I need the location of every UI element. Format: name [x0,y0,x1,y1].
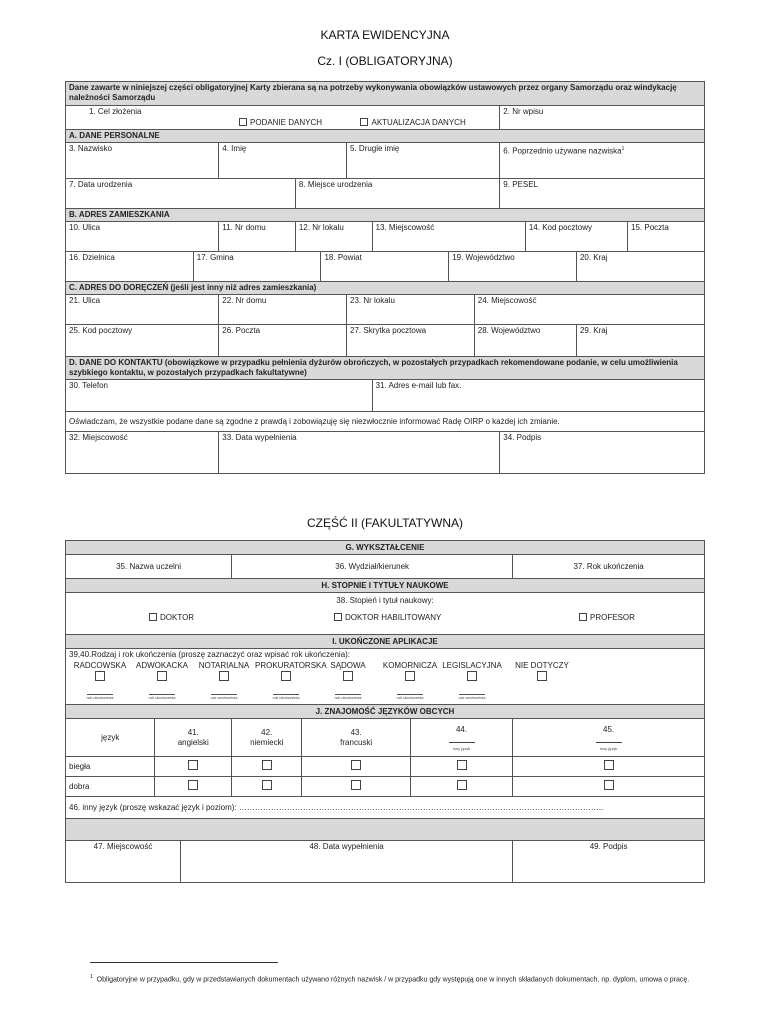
dor-nr-lokalu-label: 23. Nr lokalu [350,296,395,305]
part1-table [65,81,705,474]
p1-data-field[interactable] [219,432,500,474]
language-2-biegla-cell [302,757,411,777]
aplikacja-checkbox[interactable] [95,671,105,681]
rok-ukonczenia-line[interactable] [459,686,485,695]
drugie-imie-field[interactable] [347,143,500,179]
language-4-biegla-cell [513,757,705,777]
aplikacja-name: PROKURATORSKA [255,661,327,670]
aplikacja-option-2[interactable] [193,661,255,700]
dor-skrytka-label: 27. Skrytka pocztowa [350,326,427,335]
p2-data-label: 48. Data wypełnienia [309,842,384,851]
aktualizacja-label: AKTUALIZACJA DANYCH [371,118,466,127]
rok-ukonczenia-hint: rok ukończenia [396,695,424,700]
language-col-4 [513,719,705,757]
section-d-header: D. DANE DO KONTAKTU (obowiązkowe w przypadku pełnienia dyżurów obrończych, w pozostałych przypadkach rekomendowane podanie, w celu umożliwienia szybkiego kontaktu, w pozostałych przypadkach fakultatywne) [66,357,705,380]
p2-podpis-field[interactable] [513,841,705,883]
form-title: KARTA EWIDENCYJNA [320,28,450,42]
footnote [90,970,690,987]
miejsce-urodzenia-label: 8. Miejsce urodzenia [298,180,373,189]
powiat-label: 18. Powiat [324,253,362,262]
imie-label: 4. Imię [222,144,247,153]
profesor-label: PROFESOR [590,613,635,622]
p2-miejscowosc-field[interactable] [66,841,181,883]
imie-field[interactable] [219,143,347,179]
aplikacja-checkbox[interactable] [467,671,477,681]
rok-ukonczenia-line[interactable] [335,686,361,695]
footnote-number: 1 [90,974,93,980]
language-level-checkbox[interactable] [604,780,614,790]
inny-jezyk-hint: inny język [452,745,471,751]
language-name: francuski [340,737,373,747]
jezyk-label: język [66,719,155,757]
profesor-checkbox[interactable] [579,613,587,621]
dor-kod-label: 25. Kod pocztowy [69,326,133,335]
p2-miejscowosc-label: 47. Miejscowość [93,842,153,851]
aplikacja-option-6[interactable] [441,661,503,700]
email-field[interactable] [372,380,704,412]
language-number: 44. [456,724,468,734]
drugie-imie-label: 5. Drugie imię [350,144,400,153]
part2-title: CZĘŚĆ II (FAKULTATYWNA) [306,516,463,530]
nie-dotyczy-option[interactable] [503,661,581,684]
language-name-line[interactable] [596,735,622,743]
part1-title: Cz. I (OBLIGATORYJNA) [317,54,453,68]
dor-nr-domu-field[interactable] [219,295,347,325]
aplikacje-options [69,661,701,700]
doktor-checkbox[interactable] [149,613,157,621]
uczelnia-field[interactable] [66,555,232,579]
rok-ukonczenia-line[interactable] [397,686,423,695]
pesel-field[interactable] [500,179,705,209]
level-row-dobra [66,777,705,797]
dor-miejscowosc-label: 24. Miejscowość [477,296,537,305]
rok-ukonczenia-hint: rok ukończenia [86,695,114,700]
aktualizacja-checkbox[interactable] [360,118,368,126]
language-number: 45. [603,724,615,734]
doktor-label: DOKTOR [160,613,195,622]
aplikacja-name: LEGISLACYJNA [442,661,502,670]
p1-podpis-label: 34. Podpis [503,433,542,442]
rok-ukonczenia-hint: rok ukończenia [210,695,238,700]
section-g-header: G. WYKSZTAŁCENIE [66,541,705,555]
p1-podpis-field[interactable] [500,432,705,474]
inny-jezyk-field[interactable]: 46. inny język (proszę wskazać język i poziom): ……………………………………………………………………………………………………………………….. [66,797,705,819]
stopien-label: 38. Stopień i tytuł naukowy: [336,596,434,605]
ulica-label: 10. Ulica [69,223,101,232]
declaration-text: Oświadczam, że wszystkie podane dane są zgodne z prawdą i zobowiązuję się niezwłocznie informować Radę OIRP o każdej ich zmianie. [66,412,705,432]
p1-miejscowosc-label: 32. Miejscowość [69,433,128,442]
miejscowosc-field[interactable] [372,222,525,252]
nr-lokalu-field[interactable] [295,222,372,252]
biegla-label: biegła [66,757,155,777]
podanie-label: PODANIE DANYCH [250,118,323,127]
language-level-checkbox[interactable] [188,760,198,770]
wojewodztwo-field[interactable] [449,252,577,282]
dor-kod-field[interactable] [66,325,219,357]
dor-nr-lokalu-field[interactable] [347,295,475,325]
part1-intro: Dane zawarte w niniejszej części obligatoryjnej Karty zbierana są na potrzeby wykonywania obowiązków ustawowych przez organy Samorządu oraz windykację należności Samorządu [66,82,705,106]
aplikacja-option-3[interactable] [255,661,327,700]
aplikacja-option-5[interactable] [379,661,441,700]
language-1-biegla-cell [232,757,302,777]
dor-wojewodztwo-label: 28. Województwo [477,326,541,335]
rok-ukonczenia-hint: rok ukończenia [148,695,176,700]
miejsce-urodzenia-field[interactable] [295,179,499,209]
miejscowosc-label: 13. Miejscowość [375,223,435,232]
gmina-label: 17. Gmina [196,253,234,262]
purpose-label: 1. Cel złożenia [89,107,142,116]
kod-pocztowy-field[interactable] [525,222,627,252]
dzielnica-label: 16. Dzielnica [69,253,115,262]
nr-lokalu-label: 12. Nr lokalu [298,223,344,232]
aplikacja-name: NOTARIALNA [198,661,250,670]
rok-ukonczenia-line[interactable] [149,686,175,695]
rok-ukonczenia-hint: rok ukończenia [334,695,362,700]
aplikacja-option-1[interactable] [131,661,193,700]
language-number: 41. [187,727,199,737]
language-name: angielski [177,737,209,747]
email-label: 31. Adres e-mail lub fax. [375,381,462,390]
language-level-checkbox[interactable] [604,760,614,770]
footnote-divider [90,962,278,963]
language-level-checkbox[interactable] [351,760,361,770]
dor-nr-domu-label: 22. Nr domu [222,296,267,305]
language-2-dobra-cell [302,777,411,797]
aplikacja-option-4[interactable] [317,661,379,700]
aplikacja-name: ADWOKACKA [135,661,188,670]
section-c-header: C. ADRES DO DORĘCZEŃ (jeśli jest inny niż adres zamieszkania) [66,282,705,295]
aplikacja-checkbox[interactable] [157,671,167,681]
powiat-field[interactable] [321,252,449,282]
language-level-checkbox[interactable] [457,780,467,790]
aplikacja-checkbox[interactable] [281,671,291,681]
telefon-field[interactable] [66,380,373,412]
p1-miejscowosc-field[interactable] [66,432,219,474]
language-name: niemiecki [250,737,284,747]
language-number: 43. [350,727,362,737]
nr-domu-label: 11. Nr domu [222,223,266,232]
part2-table [65,540,705,883]
wydzial-field[interactable] [232,555,513,579]
p1-data-label: 33. Data wypełnienia [222,433,297,442]
language-0-biegla-cell [155,757,232,777]
kraj-field[interactable] [576,252,704,282]
section-a-header: A. DANE PERSONALNE [66,130,705,143]
rok-ukonczenia-line[interactable] [87,686,113,695]
language-1-dobra-cell [232,777,302,797]
dor-skrytka-field[interactable] [347,325,475,357]
language-level-checkbox[interactable] [351,780,361,790]
inny-jezyk-hint: inny język [599,745,618,751]
profesor-option[interactable] [579,613,635,623]
pesel-label: 9. PESEL [503,180,538,189]
uczelnia-label: 35. Nazwa uczelni [116,561,182,571]
rok-ukonczenia-line[interactable] [273,686,299,695]
aplikacja-name: KOMORNICZA [382,661,438,670]
level-row-biegla [66,757,705,777]
language-level-checkbox[interactable] [188,780,198,790]
aplikacja-name: SĄDOWA [330,661,366,670]
spacer-row [66,819,705,841]
aplikacja-checkbox[interactable] [219,671,229,681]
footnote-ref: 1 [621,146,625,152]
nazwisko-field[interactable] [66,143,219,179]
poprzednie-nazwiska-field[interactable] [500,143,705,179]
data-urodzenia-field[interactable] [66,179,296,209]
section-h-header: H. STOPNIE I TYTUŁY NAUKOWE [66,579,705,593]
language-number: 42. [261,727,273,737]
habilitowany-option[interactable] [334,613,441,623]
language-col-1 [232,719,302,757]
language-col-2 [302,719,411,757]
kod-pocztowy-label: 14. Kod pocztowy [528,223,592,232]
data-urodzenia-label: 7. Data urodzenia [69,180,133,189]
language-4-dobra-cell [513,777,705,797]
habilitowany-label: DOKTOR HABILITOWANY [345,613,442,622]
dobra-label: dobra [66,777,155,797]
rok-ukonczenia-field[interactable] [513,555,705,579]
p2-podpis-label: 49. Podpis [589,842,628,851]
language-3-biegla-cell [410,757,512,777]
wydzial-label: 36. Wydział/kierunek [335,561,410,571]
dor-wojewodztwo-field[interactable] [474,325,576,357]
poczta-label: 15. Poczta [631,223,669,232]
footnote-text: Obligatoryjne w przypadku, gdy w przedstawianych dokumentach używano różnych nazwisk / w przypadku gdy występują one w innych składanych dokumentach, np. dyplom, umowa o pracę. [96,976,690,984]
kraj-label: 20. Kraj [579,253,608,262]
dor-kraj-label: 29. Kraj [579,326,608,335]
rok-ukonczenia-label: 37. Rok ukończenia [573,561,644,571]
rok-ukonczenia-hint: rok ukończenia [272,695,300,700]
poprzednie-nazwiska-label: 6. Poprzednio używane nazwiska [503,146,622,156]
language-level-checkbox[interactable] [262,780,272,790]
language-0-dobra-cell [155,777,232,797]
nazwisko-label: 3. Nazwisko [69,144,113,153]
languages-header-row [66,719,705,757]
nie-dotyczy-checkbox[interactable] [537,671,547,681]
aplikacja-option-0[interactable] [69,661,131,700]
section-b-header: B. ADRES ZAMIESZKANIA [66,209,705,222]
nie-dotyczy-label: NIE DOTYCZY [515,661,569,670]
language-level-checkbox[interactable] [262,760,272,770]
language-3-dobra-cell [410,777,512,797]
section-i-header: I. UKOŃCZONE APLIKACJE [66,635,705,649]
dor-ulica-label: 21. Ulica [69,296,101,305]
ulica-field[interactable] [66,222,219,252]
dzielnica-field[interactable] [66,252,194,282]
poczta-field[interactable] [628,222,705,252]
gmina-field[interactable] [193,252,321,282]
aplikacja-checkbox[interactable] [343,671,353,681]
doktor-option[interactable] [149,613,194,623]
podanie-checkbox[interactable] [239,118,247,126]
language-col-0 [155,719,232,757]
nr-wpisu-label: 2. Nr wpisu [503,107,544,116]
nr-wpisu-field[interactable] [500,106,705,130]
rok-ukonczenia-hint: rok ukończenia [458,695,486,700]
language-col-3 [410,719,512,757]
dor-kraj-field[interactable] [576,325,704,357]
aplikacje-cell [66,649,705,705]
section-j-header: J. ZNAJOMOŚĆ JĘZYKÓW OBCYCH [66,705,705,719]
language-level-checkbox[interactable] [457,760,467,770]
aplikacje-label: 39,40.Rodzaj i rok ukończenia (proszę zaznaczyć oraz wpisać rok ukończenia): [69,650,351,659]
purpose-cell [66,106,500,130]
stopien-cell [66,593,705,635]
rok-ukonczenia-line[interactable] [211,686,237,695]
nr-domu-field[interactable] [219,222,296,252]
aplikacja-name: RADCOWSKA [73,661,127,670]
wojewodztwo-label: 19. Województwo [452,253,515,262]
p2-data-field[interactable] [181,841,513,883]
dor-poczta-label: 26. Poczta [222,326,261,335]
aplikacja-checkbox[interactable] [405,671,415,681]
language-name-line[interactable] [449,735,475,743]
dor-ulica-field[interactable] [66,295,219,325]
habilitowany-checkbox[interactable] [334,613,342,621]
dor-miejscowosc-field[interactable] [474,295,704,325]
telefon-label: 30. Telefon [69,381,108,390]
dor-poczta-field[interactable] [219,325,347,357]
